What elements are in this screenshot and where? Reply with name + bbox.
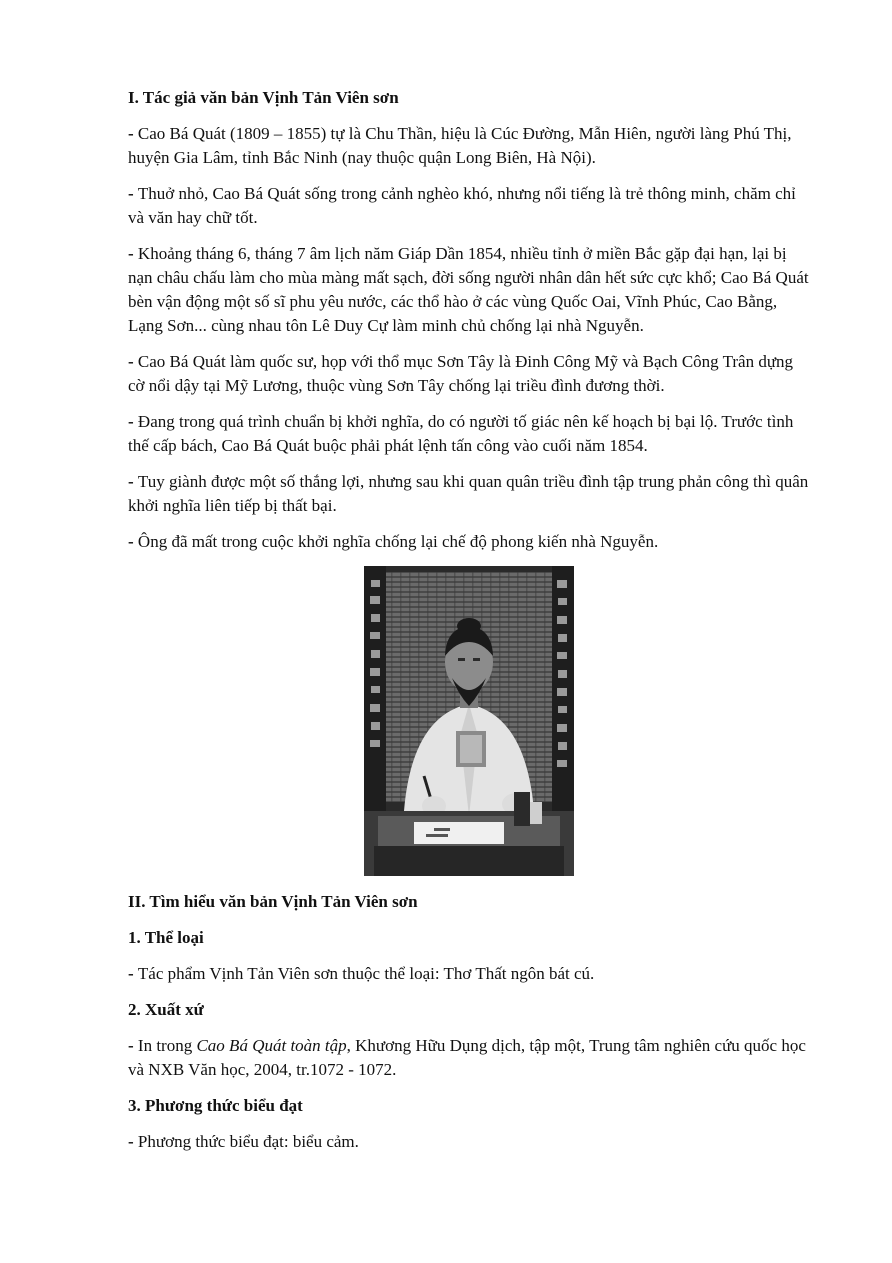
section-1-heading: I. Tác giả văn bản Vịnh Tản Viên sơn [128, 88, 399, 107]
subsection-heading: 2. Xuất xứ [128, 1000, 204, 1019]
paragraph: - Ông đã mất trong cuộc khởi nghĩa chống lại chế độ phong kiến nhà Nguyễn. [128, 532, 659, 551]
section-2-heading: II. Tìm hiểu văn bản Vịnh Tản Viên sơn [128, 892, 418, 911]
paragraph: - Tác phẩm Vịnh Tản Viên sơn thuộc thể loại: Thơ Thất ngôn bát cú. [128, 964, 595, 983]
paragraph: - Phương thức biểu đạt: biểu cảm. [128, 1132, 359, 1151]
paragraph-text: Tuy giành được một số thắng lợi, nhưng sau khi quan quân triều đình tập trung phản công thì quân khởi nghĩa liên tiếp bị thất bại. [128, 472, 809, 515]
paragraph: - Tuy giành được một số thắng lợi, nhưng sau khi quan quân triều đình tập trung phản công thì quân khởi nghĩa liên tiếp bị thất bại. [128, 472, 809, 515]
paragraph-text: Thuở nhỏ, Cao Bá Quát sống trong cảnh nghèo khó, nhưng nổi tiếng là trẻ thông minh, chăm chỉ và văn hay chữ tốt. [128, 184, 796, 227]
paragraph-text: Khoảng tháng 6, tháng 7 âm lịch năm Giáp Dần 1854, nhiều tỉnh ở miền Bắc gặp đại hạn, lại bị nạn châu chấu làm cho mùa màng mất sạch, đời sống người nhân dân hết sức cực khổ; Cao Bá Quát bèn vận động một số sĩ phu yêu nước, các thổ hào ở các vùng Quốc Oai, Vĩnh Phúc, Cao Bằng, Lạng Sơn... cùng nhau tôn Lê Duy Cự làm minh chủ chống lại nhà Nguyễn. [128, 244, 809, 335]
paragraph: - Đang trong quá trình chuẩn bị khởi nghĩa, do có người tố giác nên kế hoạch bị bại lộ. Trước tình thế cấp bách, Cao Bá Quát buộc phải phát lệnh tấn công vào cuối năm 1854. [128, 412, 794, 455]
paragraph-text: Cao Bá Quát (1809 – 1855) tự là Chu Thần, hiệu là Cúc Đường, Mẫn Hiên, người làng Phú Thị, huyện Gia Lâm, tỉnh Bắc Ninh (nay thuộc quận Long Biên, Hà Nội). [128, 124, 792, 167]
document-body [128, 86, 810, 1166]
subsection-heading: 1. Thể loại [128, 928, 204, 947]
paragraph-text: Phương thức biểu đạt: biểu cảm. [137, 1132, 359, 1151]
paragraph-text: Cao Bá Quát làm quốc sư, họp với thổ mục Sơn Tây là Đinh Công Mỹ và Bạch Công Trân dựng cờ nổi dậy tại Mỹ Lương, thuộc vùng Sơn Tây chống lại triều đình đương thời. [128, 352, 794, 395]
paragraph: - Cao Bá Quát (1809 – 1855) tự là Chu Thần, hiệu là Cúc Đường, Mẫn Hiên, người làng Phú Thị, huyện Gia Lâm, tỉnh Bắc Ninh (nay thuộc quận Long Biên, Hà Nội). [128, 124, 792, 167]
paragraph: - Thuở nhỏ, Cao Bá Quát sống trong cảnh nghèo khó, nhưng nổi tiếng là trẻ thông minh, chăm chỉ và văn hay chữ tốt. [128, 184, 796, 227]
paragraph-text: Ông đã mất trong cuộc khởi nghĩa chống lại chế độ phong kiến nhà Nguyễn. [137, 532, 659, 551]
paragraph-text: In trong [137, 1036, 197, 1055]
paragraph: - Khoảng tháng 6, tháng 7 âm lịch năm Giáp Dần 1854, nhiều tỉnh ở miền Bắc gặp đại hạn, lại bị nạn châu chấu làm cho mùa màng mất sạch, đời sống người nhân dân hết sức cực khổ; Cao Bá Quát bèn vận động một số sĩ phu yêu nước, các thổ hào ở các vùng Quốc Oai, Vĩnh Phúc, Cao Bằng, Lạng Sơn... cùng nhau tôn Lê Duy Cự làm minh chủ chống lại nhà Nguyễn. [128, 244, 809, 335]
subsection-heading: 3. Phương thức biểu đạt [128, 1096, 303, 1115]
paragraph: - In trong Cao Bá Quát toàn tập, Khương Hữu Dụng dịch, tập một, Trung tâm nghiên cứu quốc học và NXB Văn học, 2004, tr.1072 - 1072. [128, 1036, 806, 1079]
scholar-portrait-icon [364, 566, 574, 876]
book-title: Cao Bá Quát toàn tập [196, 1036, 347, 1055]
paragraph-text: , Khương Hữu Dụng dịch, tập một, Trung tâm nghiên cứu quốc học và NXB Văn học, 2004, tr.1072 - 1072. [128, 1036, 806, 1079]
paragraph: - Cao Bá Quát làm quốc sư, họp với thổ mục Sơn Tây là Đinh Công Mỹ và Bạch Công Trân dựng cờ nổi dậy tại Mỹ Lương, thuộc vùng Sơn Tây chống lại triều đình đương thời. [128, 352, 794, 395]
portrait-container [128, 566, 810, 876]
paragraph-text: Tác phẩm Vịnh Tản Viên sơn thuộc thể loại: Thơ Thất ngôn bát cú. [137, 964, 595, 983]
paragraph-text: Đang trong quá trình chuẩn bị khởi nghĩa, do có người tố giác nên kế hoạch bị bại lộ. Trước tình thế cấp bách, Cao Bá Quát buộc phải phát lệnh tấn công vào cuối năm 1854. [128, 412, 794, 455]
